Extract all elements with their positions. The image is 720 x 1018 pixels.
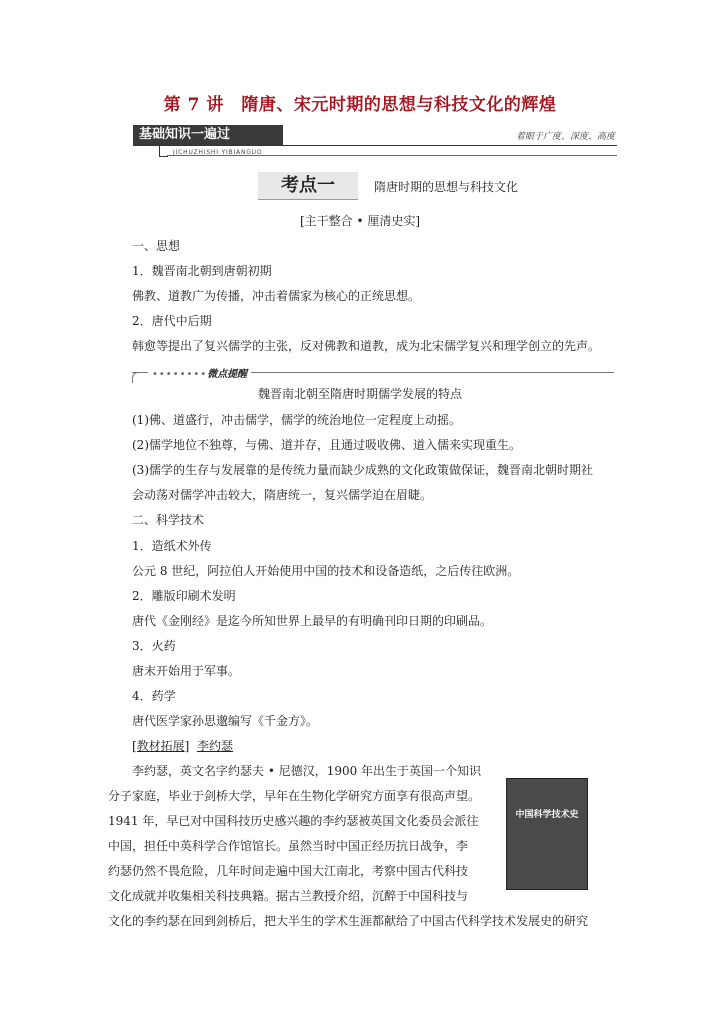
extension-name: 李约瑟 [197,739,234,753]
subheading: 1．造纸术外传 [132,539,212,553]
heading-science: 二、科学技术 [132,513,205,527]
extension-text: 分子家庭，毕业于剑桥大学，早年在生物化学研究方面享有很高声望。 [108,789,481,803]
tip-label: 微点提醒 [207,369,248,380]
extension-text: 李约瑟，英文名字约瑟夫 • 尼德汉，1900 年出生于英国一个知识 [132,764,482,778]
paragraph: 唐末开始用于军事。 [132,664,241,678]
extension-text: 约瑟仍然不畏危险，几年时间走遍中国大江南北，考察中国古代科技 [108,864,469,878]
tip-title: 魏晋南北朝至隋唐时期儒学发展的特点 [258,387,463,401]
subheading: 2．雕版印刷术发明 [132,589,236,603]
subheading: 4．药学 [132,689,176,703]
topic-title: 隋唐时期的思想与科技文化 [374,180,519,194]
subheading: 3．火药 [132,639,176,653]
tip-item: (3)儒学的生存与发展靠的是传统力量而缺少成熟的文化政策做保证，魏晋南北朝时期社 [132,463,594,477]
paragraph: 佛教、道教广为传播，冲击着儒家为核心的正统思想。 [132,289,421,303]
extension-text: 1941 年，早已对中国科技历史感兴趣的李约瑟被英国文化委员会派往 [108,814,479,828]
banner-divider [133,145,617,146]
extension-text: 文化的李约瑟在回到剑桥后，把大半生的学术生涯都献给了中国古代科学技术发展史的研究 [108,914,589,928]
subtitle: [主干整合 • 厘清史实] [299,214,421,228]
paragraph: 韩愈等提出了复兴儒学的主张，反对佛教和道教，成为北宋儒学复兴和理学创立的先声。 [132,339,601,353]
banner-label: 基础知识一遍过 [133,125,283,145]
book-cover-image [506,778,588,890]
page-title: 第 7 讲 隋唐、宋元时期的思想与科技文化的辉煌 [163,95,557,115]
tip-divider: ••••••••微点提醒 [132,365,614,379]
topic-label: 考点一 [258,172,358,200]
extension-heading [132,738,233,754]
section-banner [133,125,617,159]
tip-item-continued: 会动荡对儒学冲击较大，隋唐统一，复兴儒学迫在眉睫。 [132,488,433,502]
subheading: 1．魏晋南北朝到唐朝初期 [132,264,272,278]
tip-item: (1)佛、道盛行，冲击儒学，儒学的统治地位一定程度上动摇。 [132,413,462,427]
paragraph: 唐代医学家孙思邈编写《千金方》。 [132,714,319,728]
banner-pinyin: JICHUZHISHI YIBIANGUO [173,149,263,156]
extension-text: 中国，担任中英科学合作馆馆长。虽然当时中国正经历抗日战争，李 [108,839,469,853]
tip-item: (2)儒学地位不独尊，与佛、道并存，且通过吸收佛、道入儒来实现重生。 [132,438,522,452]
paragraph: 唐代《金刚经》是迄今所知世界上最早的有明确刊印日期的印刷品。 [132,614,493,628]
banner-slogan: 着眼于广度、深度、高度 [515,132,615,142]
paragraph: 公元 8 世纪，阿拉伯人开始使用中国的技术和设备造纸，之后传往欧洲。 [132,564,520,578]
heading-thought: 一、思想 [132,239,181,253]
extension-text: 文化成就并收集相关科技典籍。据古兰教授介绍，沉醉于中国科技与 [108,889,469,903]
book-title: 中国科学技术史 [515,810,579,820]
extension-label: [教材拓展] [132,739,190,753]
subheading: 2．唐代中后期 [132,314,212,328]
